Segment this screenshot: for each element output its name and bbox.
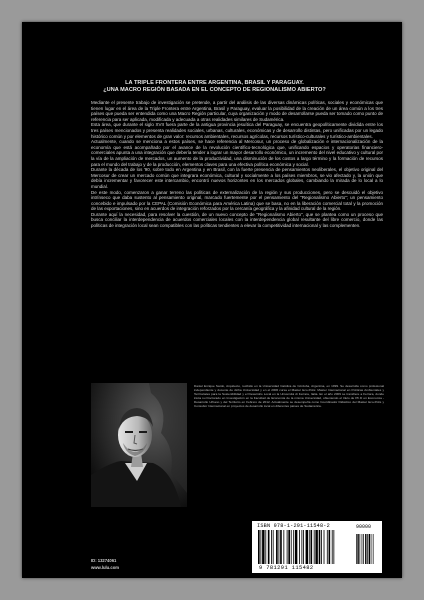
isbn-barcode xyxy=(252,521,382,573)
publisher-url: www.lulu.com xyxy=(91,565,119,570)
author-bio: Daniel Enrique Sardo, Arquitecto, recibido en la Universidad Católica de Córdoba, Argentina, en 1999. Se desarrolla como profesional independiente y docente de dicha Universidad y en el 2006 cursa el Master Eco-Polis: Master Internacional en Políticas Ambientales y Territoriales para la Sostenibilidad y el Desarrollo Local en la Università di Ferrara, Italia. En el año 2009 se transfiere a Ferrara, donde inicia su Doctorado en Investigación en la Facultad de Economía de la misma Universidad, obteniendo el título de Ph.D en Economía - Desarrollo Urbano y del Territorio en Febrero de 2012. Actualmente se desempeña como Coordinador Didáctico del Master Eco-Polis y Consultor Internacional en proyectos de desarrollo local en diferentes países de Sudamérica. xyxy=(194,384,384,409)
synopsis-paragraph: Durante aquí la necesidad, para resolver la cuestión, de un nuevo concepto de "Regionalismo Abierto", que se plantea como un proceso que busca conciliar la interdependencia de acuerdos comerciales locales con la interdependencia global resultante del libre comercio, donde las políticas de integración local sean compatibles con las políticas tendientes a elevar la competitividad internacional y las complementen. xyxy=(91,211,383,229)
author-photo xyxy=(91,383,187,507)
barcode-digits: 9 781291 115482 xyxy=(259,565,314,571)
cover-title xyxy=(42,80,387,94)
barcode-bars-icon xyxy=(258,530,376,564)
synopsis-paragraph: Esta área, que durante el siglo XVII fuera parte de la antigua provincia jesuítica del Paraguay, se encuentra geopolíticamente dividida entre los tres países mencionados y presenta realidades sociales, urbanas, culturales, económicas y de desarrollo distintas, pero unificadas por un legado histórico común y por elementos de gran valor: recursos ambientales, recursos agrícolas, recursos turístico-culturales y turístico-ambientales. xyxy=(91,122,383,139)
synopsis xyxy=(91,100,383,229)
author-portrait-icon xyxy=(91,383,187,507)
title-line-2: ¿UNA MACRO REGIÓN BASADA EN EL CONCEPTO DE REGIONALISMO ABIERTO? xyxy=(103,87,326,94)
synopsis-paragraph: Durante la década de los '90, sobre todo en Argentina y en Brasil, con la fuerte presencia de pensamientos neoliberales, el objetivo original del Mercosur de crear un mercado común que integrara económica, cultural y socialmente a los países miembros, se vio afectado y, la unión que debía incrementar y favorecer este intercambio, encontró nuevos horizontes en los mercados globales, cambiando la mirada de lo local a lo mundial. xyxy=(91,167,383,189)
price-addon-code: 90000 xyxy=(356,524,372,530)
publisher-id: ID: 13274061 xyxy=(91,558,117,563)
isbn-label: ISBN 978-1-291-11548-2 xyxy=(257,523,330,529)
publisher-info xyxy=(91,557,119,571)
title-line-1: LA TRIPLE FRONTERA ENTRE ARGENTINA, BRASIL Y PARAGUAY. xyxy=(125,80,304,86)
synopsis-paragraph: Mediante el presente trabajo de investigación se pretende, a partir del análisis de las diversas dinámicas políticas, sociales y económicas que tienen lugar en el área de la Triple Frontera entre Argentina, Brasil y Paraguay, evaluar la posibilidad de la creación de un área común a los tres países que pueda ser entendida como una Macro Región particular, cuya organización y modo de desarrollarse pueda ser tomado como punto de referencia para ser aplicada, modificada y adecuada a otras realidades similares de Sudamérica. xyxy=(91,100,383,122)
synopsis-paragraph: De este modo, comenzaron a ganar terreno las políticas de externalización de la región y sus producciones, pero se descuidó el objetivo intrínseco que daba sustento al pensamiento original, marcado fuertemente por el pensamiento del "Regionalismo Abierto"; un pensamiento concebido e impulsado por la CEPAL (Comisión Económica para América Latina) que se basa, no en la liberación comercial total y la promoción de las exportaciones, sino en acuerdos de integración reforzados por la cercanía geográfica y la afinidad cultural de la región. xyxy=(91,189,383,212)
book-back-cover xyxy=(22,22,402,578)
synopsis-paragraph: Actualmente, cuando se menciona a estos países, se hace referencia al Mercosur, un proceso de globalización e internacionalización de la economía que está acompañado por el avance de la revolución científico-tecnológica que, unificando espacios y operatorias financiero- comerciales apunta a una integración que debería tender a lograr un mayor desarrollo económico, un incremento del nivel educativo y cultural por la vía de la ampliación de mercados, un aumento de la productividad, una disminución de los costos a largo término y la formación de recursos para el mundo del trabajo y de la producción, elementos claves para una efectiva política económica y social. xyxy=(91,139,383,167)
